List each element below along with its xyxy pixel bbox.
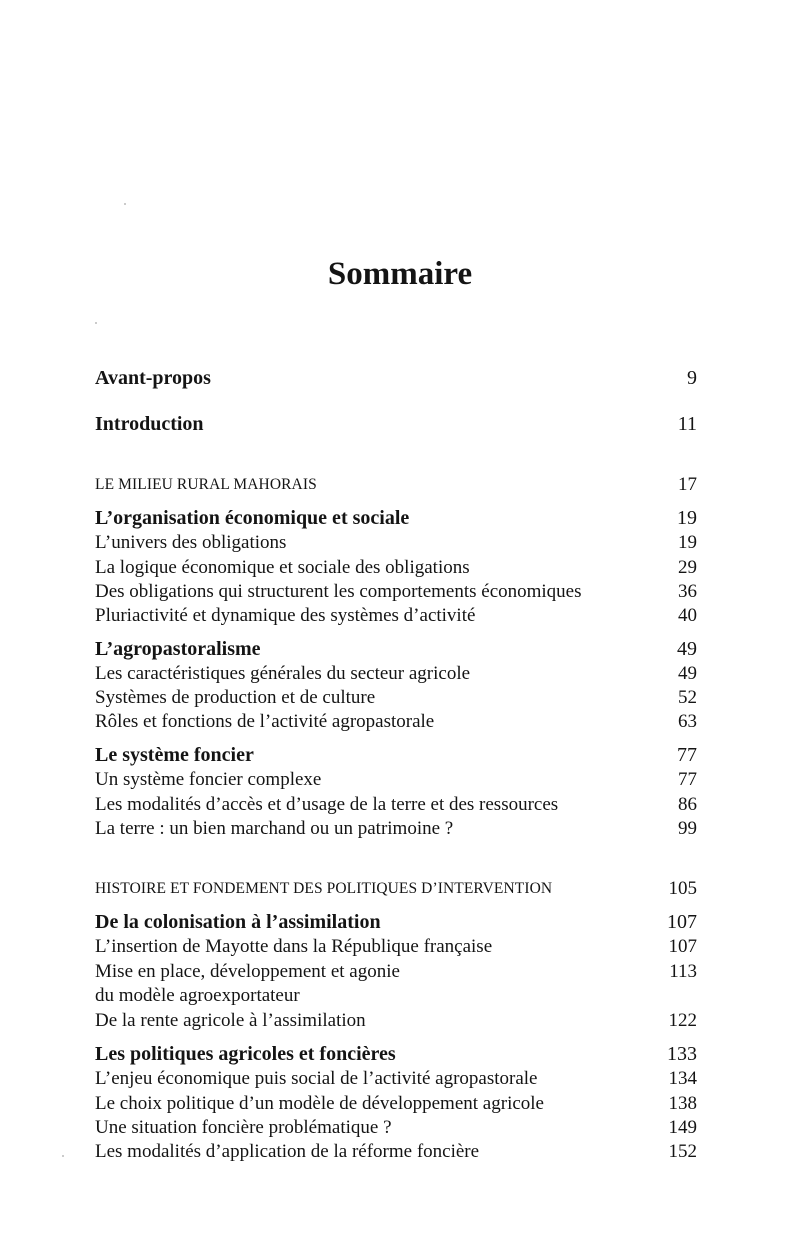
toc-entry-page: 52 [678,687,697,708]
toc-entry-page: 149 [668,1117,697,1138]
toc-entry-label: Le choix politique d’un modèle de développement agricole [95,1093,544,1114]
toc-entry-page: 19 [677,507,697,529]
toc-entry-label: Les politiques agricoles et foncières [95,1043,396,1065]
toc-entry-label: L’enjeu économique puis social de l’activité agropastorale [95,1068,538,1089]
toc-entry-avant-propos[interactable] [95,366,697,391]
toc-entry-page: 133 [667,1043,697,1065]
toc-entry-page: 105 [668,878,697,899]
toc-entry-page: 86 [678,794,697,815]
toc-section-entry[interactable] [95,1066,697,1091]
toc-entry-label: Les modalités d’application de la réforme foncière [95,1141,480,1162]
toc-entry-page: 11 [677,413,697,435]
toc-entry-label: De la rente agricole à l’assimilation [95,1010,366,1031]
toc-section-entry[interactable] [95,555,697,580]
toc-section-entry[interactable] [95,579,697,604]
scan-speck [124,203,126,205]
toc-entry-label: L’organisation économique et sociale [95,507,410,529]
toc-chapter-heading[interactable] [95,1042,697,1067]
toc-entry-label: Les caractéristiques générales du secteur agricole [95,663,471,684]
toc-section-entry[interactable] [95,767,697,792]
scan-speck [95,322,97,324]
toc-entry-label: LE MILIEU RURAL MAHORAIS [95,476,317,493]
toc-section-entry[interactable] [95,1008,697,1033]
toc-entry-label: L’univers des obligations [95,532,287,553]
toc-entry-page: 152 [668,1141,697,1162]
toc-entry-label: Introduction [95,413,204,435]
toc-chapter-heading[interactable] [95,637,697,662]
toc-section-entry[interactable] [95,530,697,555]
toc-section-entry[interactable] [95,661,697,686]
toc-entry-label: Systèmes de production et de culture [95,687,376,708]
toc-entry-label: HISTOIRE ET FONDEMENT DES POLITIQUES D’INTERVENTION [95,880,553,897]
toc-entry-page: 36 [678,581,697,602]
toc-section-entry[interactable] [95,792,697,817]
toc-entry-page: 122 [668,1010,697,1031]
toc-entry-page: 138 [668,1093,697,1114]
toc-section-entry[interactable] [95,816,697,841]
toc-entry-label: L’insertion de Mayotte dans la République française [95,936,493,957]
toc-chapter-heading[interactable] [95,506,697,531]
toc-section-entry[interactable] [95,959,697,984]
scan-speck [62,1155,64,1157]
toc-section-entry[interactable] [95,685,697,710]
toc-chapter-heading[interactable] [95,910,697,935]
toc-entry-page: 29 [678,557,697,578]
toc-entry-page: 17 [678,474,697,495]
toc-entry-page: 49 [678,663,697,684]
toc-section-entry[interactable] [95,709,697,734]
toc-section-entry[interactable] [95,1091,697,1116]
toc-entry-label: Mise en place, développement et agonie [95,961,400,982]
toc-chapter-heading[interactable] [95,743,697,768]
toc-entry-page: 63 [678,711,697,732]
toc-part-heading[interactable] [95,472,697,497]
toc-entry-introduction[interactable] [95,412,697,437]
toc-section-entry[interactable] [95,1115,697,1140]
toc-section-entry[interactable] [95,603,697,628]
toc-section-entry[interactable] [95,1139,697,1164]
toc-section-entry-continued[interactable] [95,983,697,1008]
toc-entry-page: 77 [677,744,697,766]
toc-entry-label: Les modalités d’accès et d’usage de la terre et des ressources [95,794,559,815]
toc-entry-label: Des obligations qui structurent les comportements économiques [95,581,582,602]
toc-entry-label: De la colonisation à l’assimilation [95,911,381,933]
toc-entry-page: 107 [667,911,697,933]
toc-entry-label: Avant-propos [95,367,211,389]
toc-entry-label: L’agropastoralisme [95,638,261,660]
toc-entry-page: 9 [687,367,697,389]
toc-entry-label: Un système foncier complexe [95,769,322,790]
toc-entry-label: La terre : un bien marchand ou un patrimoine ? [95,818,454,839]
toc-entry-page: 113 [669,961,697,982]
toc-entry-label: Pluriactivité et dynamique des systèmes d’activité [95,605,476,626]
page-title: Sommaire [327,256,473,292]
toc-entry-page: 49 [677,638,697,660]
toc-entry-label: Une situation foncière problématique ? [95,1117,392,1138]
toc-entry-page: 107 [668,936,697,957]
toc-entry-label: du modèle agroexportateur [95,985,300,1006]
toc-entry-page: 77 [678,769,697,790]
toc-section-entry[interactable] [95,934,697,959]
toc-entry-page: 19 [678,532,697,553]
toc-entry-label: Le système foncier [95,744,254,766]
toc-entry-page: 40 [678,605,697,626]
toc-entry-page: 99 [678,818,697,839]
toc-part-heading[interactable] [95,876,697,901]
toc-entry-page: 134 [668,1068,697,1089]
toc-entry-label: Rôles et fonctions de l’activité agropastorale [95,711,435,732]
toc-entry-label: La logique économique et sociale des obligations [95,557,470,578]
